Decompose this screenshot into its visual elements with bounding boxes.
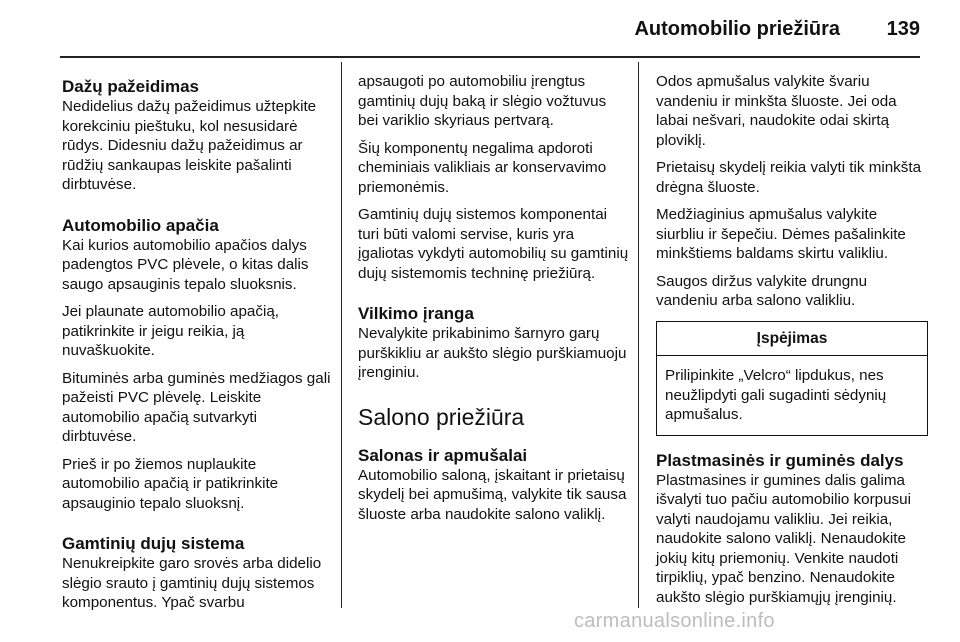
warning-box [656, 321, 928, 436]
paragraph-natural-gas-system: Nenukreipkite garo srovės arba didelio slėgio srauto į gamtinių dujų sistemos komponentus. Ypač svarbu [62, 555, 322, 611]
paragraph-gas-chemicals: Šių komponentų negalima apdoroti cheminiais valikliais ar konservavimo priemonėmis. [358, 139, 607, 196]
paragraph-gas-service: Gamtinių dujų sistemos komponentai turi būti valomi servise, kuris yra įgaliotas vykdyti automobilių su gamtinių dujų sistemomis techninę priežiūrą. [358, 206, 629, 282]
paragraph-leather: Odos apmušalus valykite švariu vandeniu ir minkšta šluoste. Jei oda labai nešvari, naudokite odai skirtą ploviklį. [656, 73, 897, 149]
heading-interior-upholstery: Salonas ir apmušalai [358, 445, 528, 465]
paragraph-fabric-vacuum: Medžiaginius apmušalus valykite siurbliu ir šepečiu. Dėmes pašalinkite minkštiems baldams skirtu valikliu. [656, 206, 906, 262]
paragraph-underbody-1: Kai kurios automobilio apačios dalys padengtos PVC plėvele, o kitas dalis saugo apsauginis tepalo sluoksnis. [62, 236, 309, 293]
paragraph-dashboard: Prietaisų skydelį reikia valyti tik minkšta drėgna šluoste. [656, 159, 922, 196]
page-number: 139 [886, 18, 920, 40]
paragraph-underbody-4: Prieš ir po žiemos nuplaukite automobilio apačią ir patikrinkite apsauginio tepalo sluoksnį. [62, 455, 279, 512]
column-1 [62, 76, 334, 621]
column-divider-1 [341, 62, 342, 608]
paragraph-plastic-rubber: Plastmasines ir gumines dalis galima išvalyti tuo pačiu automobilio korpusui valyti naudojamu valikliu. Jei reikia, naudokite salono valiklį. Nenaudokite jokių kitų priemonių. Venkite naudoti tirpiklių, ypač benzino. Nenaudokite aukšto slėgio purškiamųjų įrenginių. [656, 471, 911, 606]
heading-plastic-rubber: Plastmasinės ir guminės dalys [656, 450, 904, 470]
heading-interior-care: Salono priežiūra [358, 403, 525, 430]
column-divider-2 [638, 62, 639, 608]
paragraph-towing-equipment: Nevalykite prikabinimo šarnyro garų purškikliu ar aukšto slėgio purškiamuoju įrenginiu. [358, 325, 627, 381]
paragraph-gas-continued: apsaugoti po automobiliu įrengtus gamtinių dujų baką ir slėgio vožtuvus bei variklio skyriaus pertvarą. [358, 73, 607, 129]
heading-paint-damage: Dažų pažeidimas [62, 77, 199, 96]
header-divider [60, 56, 920, 58]
warning-title: Įspėjimas [657, 322, 927, 357]
watermark: carmanualsonline.info [574, 610, 775, 632]
heading-underbody: Automobilio apačia [62, 215, 219, 235]
paragraph-paint-damage: Nedidelius dažų pažeidimus užtepkite korekciniu pieštuku, kol nesusidarė rūdys. Didesniu dažų pažeidimus ar rūdžių sankaupas leiskite pašalinti dirbtuvėse. [62, 98, 317, 193]
column-3 [656, 72, 928, 615]
heading-towing-equipment: Vilkimo įranga [358, 304, 474, 323]
paragraph-seat-belts: Saugos diržus valykite drungnu vandeniu arba salono valikliu. [656, 272, 868, 309]
heading-natural-gas-system: Gamtinių dujų sistema [62, 534, 245, 553]
paragraph-underbody-3: Bituminės arba guminės medžiagos gali pažeisti PVC plėvelę. Leiskite automobilio apačią sutvarkyti dirbtuvėse. [62, 369, 331, 445]
running-header-title: Automobilio priežiūra [634, 18, 840, 40]
paragraph-underbody-2: Jei plaunate automobilio apačią, patikrinkite ir jeigu reikia, ją nuvaškuokite. [62, 303, 279, 359]
warning-body: Prilipinkite „Velcro“ lipdukus, nes neužlipdyti gali sugadinti sėdynių apmušalus. [665, 367, 887, 423]
column-2 [358, 72, 630, 532]
paragraph-interior-upholstery: Automobilio saloną, įskaitant ir prietaisų skydelį bei apmušimą, valykite tik sausa šluoste arba naudokite salono valiklį. [358, 466, 627, 523]
